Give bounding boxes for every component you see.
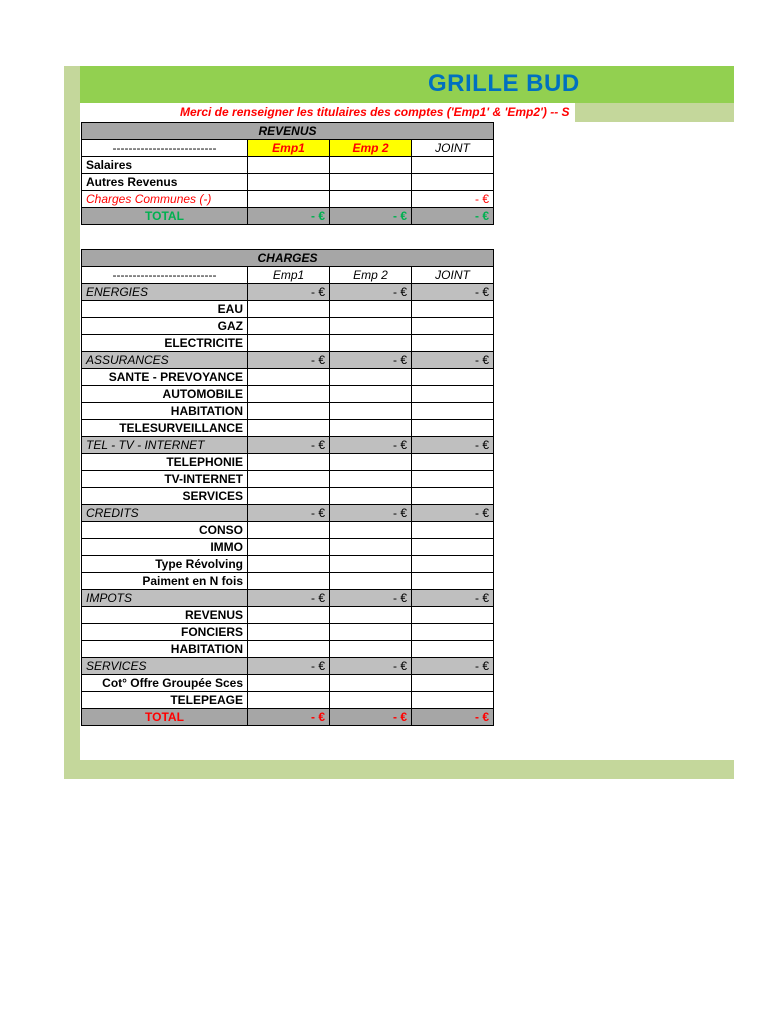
category-subtotal: - € — [330, 590, 412, 607]
row-label-conso: CONSO — [82, 522, 248, 539]
cell-input[interactable] — [412, 675, 494, 692]
category-row-energies — [82, 284, 494, 301]
cell-input[interactable] — [248, 641, 330, 658]
category-subtotal: - € — [412, 437, 494, 454]
cell-input[interactable] — [330, 641, 412, 658]
revenus-total-emp2: - € — [330, 208, 412, 225]
table-row — [82, 471, 494, 488]
cell-input[interactable] — [412, 641, 494, 658]
row-label-automobile: AUTOMOBILE — [82, 386, 248, 403]
row-label-revenus: REVENUS — [82, 607, 248, 624]
table-row — [82, 335, 494, 352]
cell-input[interactable] — [330, 369, 412, 386]
cell-input[interactable] — [412, 471, 494, 488]
row-label-telesurveillance: TELESURVEILLANCE — [82, 420, 248, 437]
cell-input[interactable] — [248, 607, 330, 624]
cell-input[interactable] — [248, 556, 330, 573]
cell-input[interactable] — [248, 675, 330, 692]
row-label-cot-offre-groupee-sces: Cot° Offre Groupée Sces — [82, 675, 248, 692]
cell-input[interactable] — [330, 191, 412, 208]
table-row — [82, 607, 494, 624]
row-label-paiment-en-n-fois: Paiment en N fois — [82, 573, 248, 590]
table-row — [82, 573, 494, 590]
cell-input[interactable] — [330, 692, 412, 709]
charges-total-row — [82, 709, 494, 726]
cell-input[interactable] — [330, 301, 412, 318]
category-subtotal: - € — [248, 284, 330, 301]
category-subtotal: - € — [330, 505, 412, 522]
table-row — [82, 556, 494, 573]
cell-input[interactable] — [330, 454, 412, 471]
cell-input[interactable] — [412, 522, 494, 539]
cell-input[interactable] — [412, 386, 494, 403]
cell-input[interactable] — [330, 539, 412, 556]
col-joint: JOINT — [412, 140, 494, 157]
category-row-services — [82, 658, 494, 675]
category-subtotal: - € — [248, 505, 330, 522]
category-subtotal: - € — [248, 658, 330, 675]
cell-input[interactable] — [412, 301, 494, 318]
cell-input[interactable] — [412, 624, 494, 641]
table-row — [82, 420, 494, 437]
row-label-telephonie: TELEPHONIE — [82, 454, 248, 471]
cell-input[interactable] — [248, 369, 330, 386]
page-title: GRILLE BUD — [428, 70, 580, 97]
revenus-total-joint: - € — [412, 208, 494, 225]
col-emp1[interactable]: Emp1 — [248, 140, 330, 157]
charges-total-value: - € — [412, 709, 494, 726]
instruction-note: Merci de renseigner les titulaires des comptes ('Emp1' & 'Emp2') -- S — [180, 105, 570, 119]
cell-input[interactable] — [330, 318, 412, 335]
row-label-tv-internet: TV-INTERNET — [82, 471, 248, 488]
charges-total-label: TOTAL — [82, 709, 248, 726]
cell-input[interactable] — [248, 573, 330, 590]
cell-input[interactable] — [248, 403, 330, 420]
category-label: ENERGIES — [82, 284, 248, 301]
col-emp1: Emp1 — [248, 267, 330, 284]
table-row — [82, 369, 494, 386]
table-row — [82, 488, 494, 505]
cell-input[interactable] — [412, 318, 494, 335]
row-label-immo: IMMO — [82, 539, 248, 556]
table-row — [82, 692, 494, 709]
table-row — [82, 641, 494, 658]
table-row — [82, 386, 494, 403]
row-label-electricite: ELECTRICITE — [82, 335, 248, 352]
cell-input[interactable] — [330, 386, 412, 403]
row-label-charges-communes: Charges Communes (-) — [82, 191, 248, 208]
cell-input[interactable] — [412, 556, 494, 573]
category-label: ASSURANCES — [82, 352, 248, 369]
cell-input[interactable] — [412, 403, 494, 420]
cell-input[interactable] — [412, 335, 494, 352]
category-label: SERVICES — [82, 658, 248, 675]
cell-input[interactable] — [248, 318, 330, 335]
table-row — [82, 318, 494, 335]
charges-header: CHARGES — [82, 250, 494, 267]
cell-input[interactable] — [248, 522, 330, 539]
row-label-fonciers: FONCIERS — [82, 624, 248, 641]
col-emp2: Emp 2 — [330, 267, 412, 284]
charges-dashes: -------------------------- — [82, 267, 248, 284]
category-subtotal: - € — [248, 590, 330, 607]
category-row-assurances — [82, 352, 494, 369]
col-emp2[interactable]: Emp 2 — [330, 140, 412, 157]
cell-input[interactable] — [330, 522, 412, 539]
category-subtotal: - € — [248, 437, 330, 454]
cell-input[interactable] — [412, 692, 494, 709]
row-label-telepeage: TELEPEAGE — [82, 692, 248, 709]
charges-total-value: - € — [248, 709, 330, 726]
row-label-autres-revenus: Autres Revenus — [82, 174, 248, 191]
category-label: TEL - TV - INTERNET — [82, 437, 248, 454]
cell-input[interactable] — [330, 675, 412, 692]
cell-input[interactable] — [248, 301, 330, 318]
cell-input[interactable] — [330, 403, 412, 420]
category-subtotal: - € — [330, 284, 412, 301]
revenus-header: REVENUS — [82, 123, 494, 140]
cell-input[interactable] — [330, 471, 412, 488]
table-row — [82, 522, 494, 539]
cell-input[interactable] — [248, 157, 330, 174]
cell-input[interactable] — [248, 191, 330, 208]
category-label: IMPOTS — [82, 590, 248, 607]
cell-input[interactable] — [248, 471, 330, 488]
category-subtotal: - € — [330, 437, 412, 454]
charges-table — [81, 249, 494, 726]
revenus-dashes: -------------------------- — [82, 140, 248, 157]
category-row-tel-tv-internet — [82, 437, 494, 454]
category-row-impots — [82, 590, 494, 607]
cell-input[interactable] — [330, 488, 412, 505]
category-row-credits — [82, 505, 494, 522]
cell-input[interactable] — [412, 174, 494, 191]
col-joint: JOINT — [412, 267, 494, 284]
revenus-total-emp1: - € — [248, 208, 330, 225]
category-subtotal: - € — [412, 505, 494, 522]
table-row — [82, 301, 494, 318]
table-row — [82, 403, 494, 420]
cell-input[interactable] — [412, 573, 494, 590]
cell-input[interactable] — [330, 607, 412, 624]
cell-input[interactable] — [248, 335, 330, 352]
table-row — [82, 675, 494, 692]
table-row — [82, 624, 494, 641]
category-subtotal: - € — [412, 658, 494, 675]
row-label-habitation: HABITATION — [82, 403, 248, 420]
cell-input[interactable] — [412, 454, 494, 471]
row-label-type-revolving: Type Révolving — [82, 556, 248, 573]
cell-input[interactable] — [248, 386, 330, 403]
cell-input[interactable] — [412, 539, 494, 556]
table-row — [82, 539, 494, 556]
cell-input[interactable] — [248, 624, 330, 641]
cell-input[interactable] — [330, 335, 412, 352]
cell-input[interactable] — [412, 607, 494, 624]
cell-input[interactable] — [330, 624, 412, 641]
table-row — [82, 454, 494, 471]
cell-input[interactable] — [330, 157, 412, 174]
category-subtotal: - € — [330, 352, 412, 369]
cell-input[interactable] — [412, 420, 494, 437]
cell-input[interactable] — [248, 692, 330, 709]
cell-input[interactable] — [330, 174, 412, 191]
category-subtotal: - € — [248, 352, 330, 369]
revenus-total-label: TOTAL — [82, 208, 248, 225]
cell-input[interactable] — [412, 369, 494, 386]
row-label-eau: EAU — [82, 301, 248, 318]
right-blank-area — [575, 122, 734, 760]
category-subtotal: - € — [412, 590, 494, 607]
revenus-table — [81, 122, 494, 225]
row-label-habitation: HABITATION — [82, 641, 248, 658]
cell-input[interactable] — [248, 174, 330, 191]
category-subtotal: - € — [412, 284, 494, 301]
category-label: CREDITS — [82, 505, 248, 522]
charges-total-value: - € — [330, 709, 412, 726]
cell-input[interactable] — [248, 454, 330, 471]
cell-input[interactable] — [412, 488, 494, 505]
cell-input[interactable] — [330, 556, 412, 573]
cell-input[interactable] — [248, 488, 330, 505]
row-label-services: SERVICES — [82, 488, 248, 505]
cell-input[interactable] — [248, 539, 330, 556]
row-label-sante-prevoyance: SANTE - PREVOYANCE — [82, 369, 248, 386]
row-label-gaz: GAZ — [82, 318, 248, 335]
cell-input[interactable] — [330, 573, 412, 590]
title-band — [80, 66, 734, 103]
cell-input[interactable] — [248, 420, 330, 437]
row-label-salaires: Salaires — [82, 157, 248, 174]
cell-input[interactable] — [412, 157, 494, 174]
category-subtotal: - € — [330, 658, 412, 675]
category-subtotal: - € — [412, 352, 494, 369]
charges-communes-value: - € — [412, 191, 494, 208]
cell-input[interactable] — [330, 420, 412, 437]
